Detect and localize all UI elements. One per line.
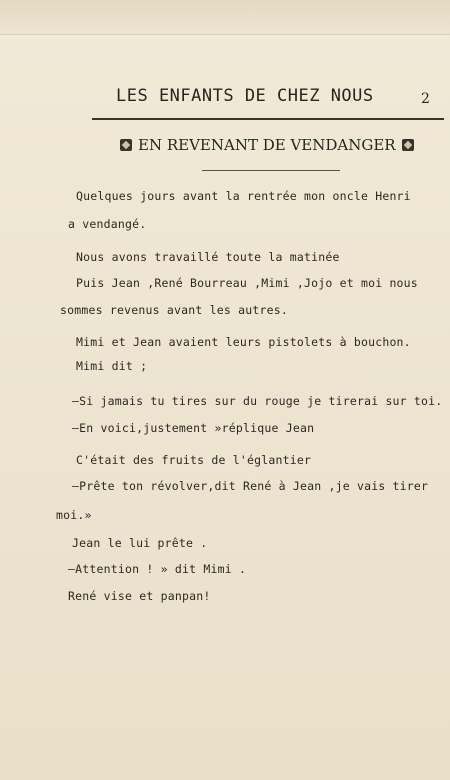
- body-line: René vise et panpan!: [68, 589, 211, 603]
- body-line: —En voici,justement »réplique Jean: [72, 421, 315, 435]
- chapter-rule: [202, 170, 340, 171]
- body-line: Jean le lui prête .: [72, 536, 208, 550]
- ornament-left-icon: [120, 139, 132, 151]
- body-line: Nous avons travaillé toute la matinée: [76, 250, 340, 264]
- running-header: LES ENFANTS DE CHEZ NOUS: [116, 86, 374, 106]
- body-line: sommes revenus avant les autres.: [60, 303, 288, 317]
- body-line: a vendangé.: [68, 217, 147, 231]
- ornament-right-icon: [402, 139, 414, 151]
- body-line: C'était des fruits de l'églantier: [76, 453, 312, 467]
- body-line: Quelques jours avant la rentrée mon oncle Henri: [76, 189, 411, 203]
- body-line: Puis Jean ,René Bourreau ,Mimi ,Jojo et moi nous: [76, 276, 418, 290]
- body-line: —Si jamais tu tires sur du rouge je tirerai sur toi.: [72, 394, 443, 408]
- header-rule: [92, 118, 444, 120]
- body-line: Mimi dit ;: [76, 359, 148, 373]
- body-line: moi.»: [56, 508, 92, 522]
- page-fold-shadow: [0, 0, 450, 35]
- body-line: Mimi et Jean avaient leurs pistolets à bouchon.: [76, 335, 411, 349]
- chapter-heading: [120, 136, 414, 154]
- chapter-title: EN REVENANT DE VENDANGER: [138, 136, 396, 154]
- body-line: —Prête ton révolver,dit René à Jean ,je vais tirer: [72, 479, 429, 493]
- body-line: —Attention ! » dit Mimi .: [68, 562, 247, 576]
- page-number: 2: [421, 91, 430, 107]
